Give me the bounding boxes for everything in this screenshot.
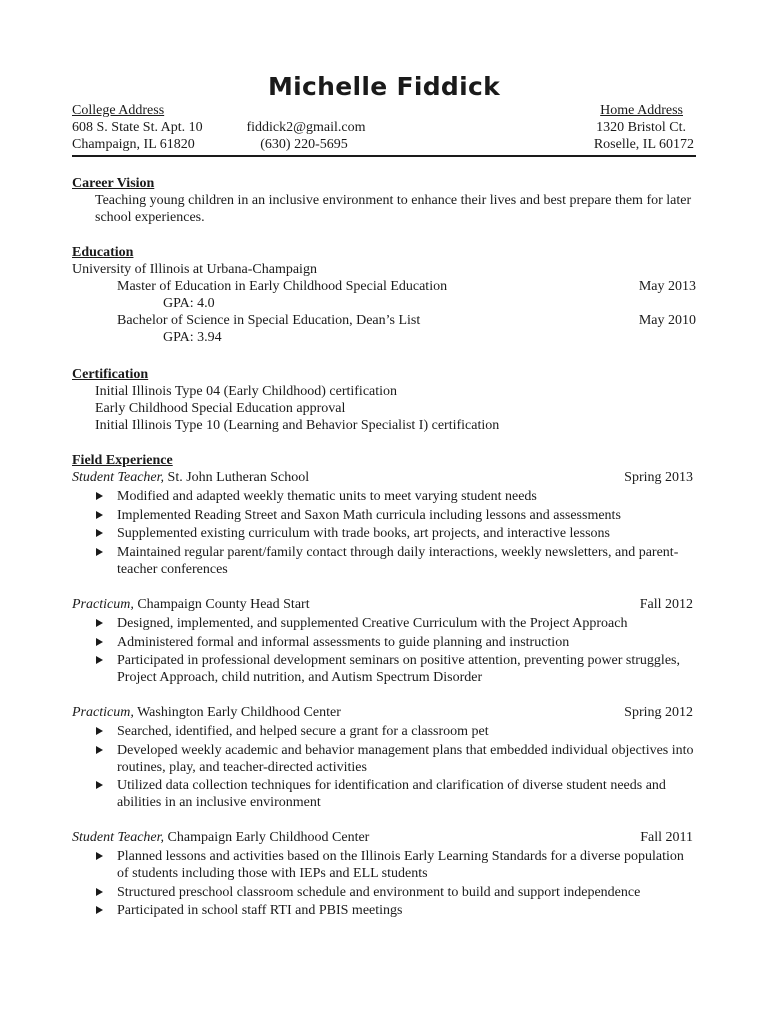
- career-heading: Career Vision: [72, 176, 155, 191]
- bullet-arrow-icon: [96, 548, 103, 556]
- bullet-text: Implemented Reading Street and Saxon Math curricula including lessons and assessments: [117, 507, 621, 523]
- resume-name: Michelle Fiddick: [267, 72, 501, 101]
- bullet-text: Searched, identified, and helped secure a grant for a classroom pet: [117, 724, 489, 739]
- bullet-arrow-icon: [96, 511, 103, 519]
- bullet-text: Participated in school staff RTI and PBIS meetings: [117, 903, 403, 918]
- experience-header: [72, 469, 696, 486]
- education-heading: Education: [72, 245, 134, 260]
- bullet-item: [72, 544, 696, 578]
- certification-item: Early Childhood Special Education approval: [95, 401, 346, 416]
- degree-title: Bachelor of Science in Special Education, Dean’s List: [117, 313, 421, 328]
- header-divider: [72, 155, 696, 157]
- contact-block: [72, 102, 694, 154]
- experience-bullets: [72, 723, 696, 811]
- experience-date: Fall 2012: [639, 597, 693, 612]
- bullet-arrow-icon: [96, 529, 103, 537]
- degree-date: May 2013: [638, 279, 696, 294]
- certification-item: Initial Illinois Type 10 (Learning and Behavior Specialist I) certification: [95, 418, 500, 433]
- bullet-item: [72, 723, 696, 740]
- experience-entry: [72, 469, 696, 579]
- bullet-text: Designed, implemented, and supplemented Creative Curriculum with the Project Approach: [117, 616, 628, 631]
- bullet-item: [72, 652, 696, 686]
- experience-role: Practicum,: [72, 705, 134, 720]
- experience-org: Champaign Early Childhood Center: [167, 830, 370, 845]
- bullet-arrow-icon: [96, 619, 103, 627]
- bullet-arrow-icon: [96, 906, 103, 914]
- bullet-item: [72, 507, 696, 524]
- experience-date: Spring 2012: [624, 705, 693, 720]
- bullet-item: [72, 902, 696, 919]
- contact-row-street: [72, 119, 694, 136]
- degree-gpa: GPA: 3.94: [163, 330, 222, 345]
- education-section: [72, 244, 696, 346]
- bullet-arrow-icon: [96, 727, 103, 735]
- experience-header: [72, 704, 696, 721]
- degree-title: Master of Education in Early Childhood Special Education: [117, 279, 448, 294]
- experience-bullets: [72, 848, 696, 919]
- bullet-item: [72, 634, 696, 651]
- bullet-item: [72, 848, 696, 882]
- bullet-item: [72, 884, 696, 901]
- experience-bullets: [72, 615, 696, 686]
- experience-date: Fall 2011: [640, 830, 693, 845]
- bullet-item: [72, 777, 696, 811]
- bullet-text: Developed weekly academic and behavior management plans that embedded individual objectives into routines, play, and teacher-directed activities: [117, 742, 694, 775]
- contact-row-city: [72, 136, 694, 153]
- experience-header: [72, 829, 696, 846]
- experience-date: Spring 2013: [624, 470, 693, 485]
- field-experience-section: [72, 452, 696, 469]
- bullet-arrow-icon: [96, 492, 103, 500]
- bullet-arrow-icon: [96, 638, 103, 646]
- experience-header: [72, 596, 696, 613]
- bullet-text: Modified and adapted weekly thematic units to meet varying student needs: [117, 489, 537, 504]
- email: fiddick2@gmail.com: [246, 120, 366, 135]
- bullet-item: [72, 742, 696, 776]
- bullet-arrow-icon: [96, 852, 103, 860]
- education-school: University of Illinois at Urbana-Champaign: [72, 262, 317, 277]
- bullet-item: [72, 525, 696, 542]
- certification-item: Initial Illinois Type 04 (Early Childhood) certification: [95, 384, 398, 399]
- certification-heading: Certification: [72, 367, 149, 382]
- degree-date: May 2010: [638, 313, 696, 328]
- experience-role: Student Teacher,: [72, 830, 165, 845]
- degree-gpa: GPA: 4.0: [163, 296, 215, 311]
- bullet-text: Supplemented existing curriculum with trade books, art projects, and interactive lessons: [117, 526, 610, 541]
- experience-entry: [72, 596, 696, 688]
- bullet-arrow-icon: [96, 746, 103, 754]
- experience-org: Washington Early Childhood Center: [137, 705, 341, 720]
- certification-section: [72, 366, 696, 434]
- college-street: 608 S. State St. Apt. 10: [72, 120, 203, 135]
- bullet-text: Structured preschool classroom schedule and environment to build and support independence: [117, 884, 641, 900]
- experience-role: Student Teacher,: [72, 470, 165, 485]
- bullet-arrow-icon: [96, 656, 103, 664]
- home-address-label: Home Address: [600, 103, 683, 118]
- experience-role: Practicum,: [72, 597, 134, 612]
- experience-org: Champaign County Head Start: [137, 597, 310, 612]
- career-text: Teaching young children in an inclusive environment to enhance their lives and best prepare them for later school experiences.: [95, 193, 692, 225]
- experience-entry: [72, 704, 696, 813]
- bullet-text: Utilized data collection techniques for identification and clarification of diverse student needs and abilities in an inclusive environment: [117, 778, 666, 810]
- bullet-arrow-icon: [96, 781, 103, 789]
- bullet-item: [72, 488, 696, 505]
- bullet-item: [72, 615, 696, 632]
- bullet-text: Planned lessons and activities based on the Illinois Early Learning Standards for a diverse population of students including those with IEPs and ELL students: [117, 849, 684, 881]
- degree-row: [72, 278, 696, 295]
- experience-bullets: [72, 488, 696, 578]
- bullet-arrow-icon: [96, 888, 103, 896]
- degree-row: [72, 312, 696, 329]
- contact-row-labels: [72, 102, 694, 119]
- bullet-text: Administered formal and informal assessments to guide planning and instruction: [117, 634, 570, 650]
- experience-org: St. John Lutheran School: [167, 470, 310, 485]
- bullet-text: Participated in professional development seminars on positive attention, preventing power struggles, Project Approach, child nutrition, and Autism Spectrum Disorder: [117, 653, 680, 685]
- college-address-label: College Address: [72, 103, 165, 118]
- career-section: [72, 175, 696, 226]
- college-city: Champaign, IL 61820: [72, 137, 195, 152]
- home-street: 1320 Bristol Ct.: [596, 120, 686, 135]
- experience-entry: [72, 829, 696, 921]
- home-city: Roselle, IL 60172: [593, 137, 694, 152]
- bullet-text: Maintained regular parent/family contact through daily interactions, weekly newsletters, and parent-teacher conferences: [117, 544, 679, 577]
- field-experience-heading: Field Experience: [72, 453, 173, 468]
- phone: (630) 220-5695: [260, 137, 348, 152]
